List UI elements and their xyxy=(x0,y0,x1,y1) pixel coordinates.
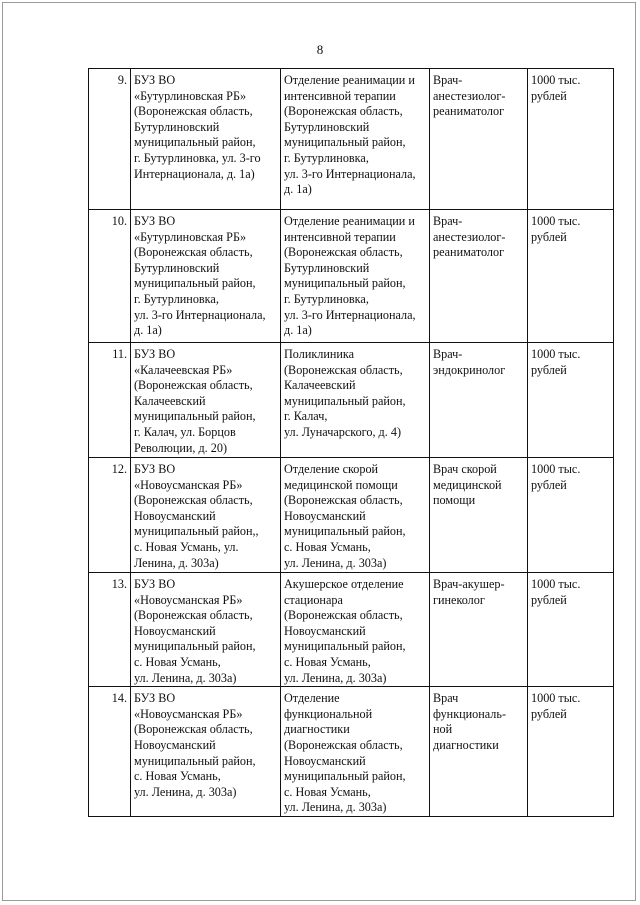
table-row xyxy=(89,343,614,458)
table-row xyxy=(89,210,614,343)
table-row xyxy=(89,458,614,573)
institution-cell: БУЗ ВО «Новоусманская РБ» (Воронежская область, Новоусманский муниципальный район, с. Новая Усмань, ул. Ленина, д. 303а) xyxy=(131,573,281,687)
amount-cell: 1000 тыс. рублей xyxy=(528,343,614,458)
department-cell: Отделение реанимации и интенсивной терапии (Воронежская область, Бутурлиновский муниципальный район, г. Бутурлиновка, ул. 3-го Интернационала, д. 1а) xyxy=(281,210,430,343)
department-cell: Акушерское отделение стационара (Воронежская область, Новоусманский муниципальный район, с. Новая Усмань, ул. Ленина, д. 303а) xyxy=(281,573,430,687)
specialty-cell: Врач- эндокринолог xyxy=(430,343,528,458)
department-cell: Отделение реанимации и интенсивной терапии (Воронежская область, Бутурлиновский муниципальный район, г. Бутурлиновка, ул. 3-го Интернационала, д. 1а) xyxy=(281,69,430,210)
specialty-cell: Врач- анестезиолог- реаниматолог xyxy=(430,69,528,210)
row-number: 13. xyxy=(89,573,131,687)
institution-cell: БУЗ ВО «Бутурлиновская РБ» (Воронежская область, Бутурлиновский муниципальный район, г. Бутурлиновка, ул. 3-го Интернационала, д. 1а) xyxy=(131,69,281,210)
institution-cell: БУЗ ВО «Новоусманская РБ» (Воронежская область, Новоусманский муниципальный район,, с. Новая Усмань, ул. Ленина, д. 303а) xyxy=(131,458,281,573)
row-number: 9. xyxy=(89,69,131,210)
page-number: 8 xyxy=(316,42,324,57)
institution-cell: БУЗ ВО «Бутурлиновская РБ» (Воронежская область, Бутурлиновский муниципальный район, г. Бутурлиновка, ул. 3-го Интернационала, д. 1а) xyxy=(131,210,281,343)
department-cell: Отделение скорой медицинской помощи (Воронежская область, Новоусманский муниципальный район, с. Новая Усмань, ул. Ленина, д. 303а) xyxy=(281,458,430,573)
table-row xyxy=(89,687,614,817)
amount-cell: 1000 тыс. рублей xyxy=(528,573,614,687)
row-number: 14. xyxy=(89,687,131,817)
amount-cell: 1000 тыс. рублей xyxy=(528,69,614,210)
institution-cell: БУЗ ВО «Новоусманская РБ» (Воронежская область, Новоусманский муниципальный район, с. Новая Усмань, ул. Ленина, д. 303а) xyxy=(131,687,281,817)
amount-cell: 1000 тыс. рублей xyxy=(528,687,614,817)
specialty-cell: Врач-акушер- гинеколог xyxy=(430,573,528,687)
specialty-cell: Врач скорой медицинской помощи xyxy=(430,458,528,573)
specialty-cell: Врач- анестезиолог- реаниматолог xyxy=(430,210,528,343)
table-row xyxy=(89,573,614,687)
row-number: 12. xyxy=(89,458,131,573)
row-number: 11. xyxy=(89,343,131,458)
department-cell: Поликлиника (Воронежская область, Калачеевский муниципальный район, г. Калач, ул. Луначарского, д. 4) xyxy=(281,343,430,458)
amount-cell: 1000 тыс. рублей xyxy=(528,210,614,343)
specialty-cell: Врач функциональ- ной диагностики xyxy=(430,687,528,817)
institution-cell: БУЗ ВО «Калачеевская РБ» (Воронежская область, Калачеевский муниципальный район, г. Калач, ул. Борцов Революции, д. 20) xyxy=(131,343,281,458)
department-cell: Отделение функциональной диагностики (Воронежская область, Новоусманский муниципальный район, с. Новая Усмань, ул. Ленина, д. 303а) xyxy=(281,687,430,817)
allocation-table xyxy=(88,68,614,817)
amount-cell: 1000 тыс. рублей xyxy=(528,458,614,573)
table-row xyxy=(89,69,614,210)
row-number: 10. xyxy=(89,210,131,343)
